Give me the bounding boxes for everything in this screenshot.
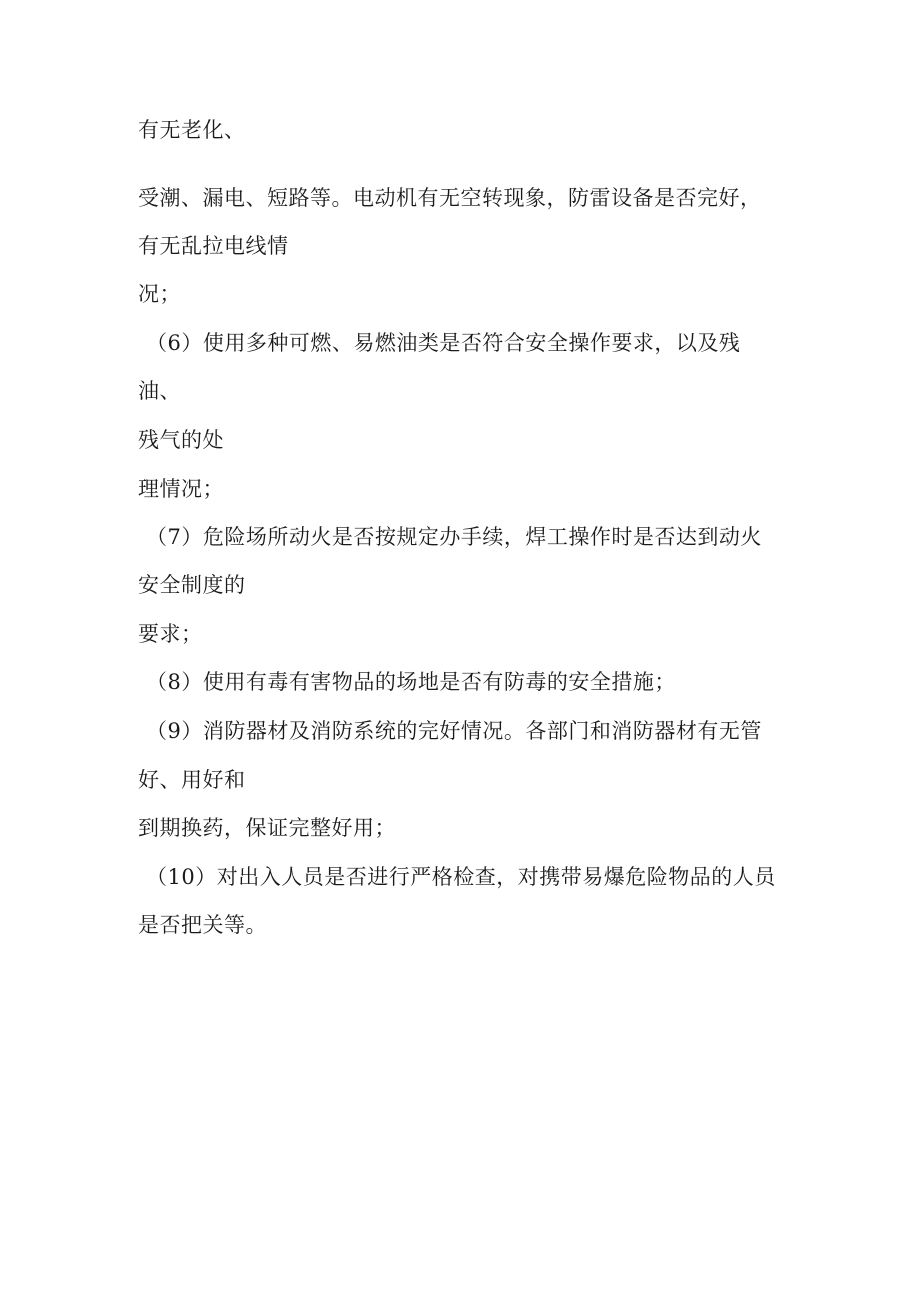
text-line: 受潮、漏电、短路等。电动机有无空转现象，防雷设备是否完好， [138, 186, 762, 210]
text-line: 要求； [138, 622, 203, 646]
item-9-line: （9）消防器材及消防系统的完好情况。各部门和消防器材有无管 [146, 719, 762, 743]
text-line: 是否把关等。 [138, 913, 267, 937]
text-line: 到期换药，保证完整好用； [138, 816, 396, 840]
text-line: 油、 [138, 379, 181, 403]
text-line: 理情况； [138, 477, 224, 501]
item-8-line: （8）使用有毒有害物品的场地是否有防毒的安全措施； [146, 670, 676, 694]
text-line: 残气的处 [138, 428, 224, 452]
text-line: 好、用好和 [138, 768, 246, 792]
text-line: 况； [138, 282, 181, 306]
item-7-line: （7）危险场所动火是否按规定办手续，焊工操作时是否达到动火 [146, 525, 762, 549]
text-line: 安全制度的 [138, 573, 246, 597]
item-6-line: （6）使用多种可燃、易燃油类是否符合安全操作要求，以及残 [146, 331, 741, 355]
item-10-line: （10）对出入人员是否进行严格检查，对携带易爆危险物品的人员 [146, 865, 776, 889]
text-line: 有无乱拉电线情 [138, 234, 289, 258]
text-line: 有无老化、 [138, 118, 246, 142]
